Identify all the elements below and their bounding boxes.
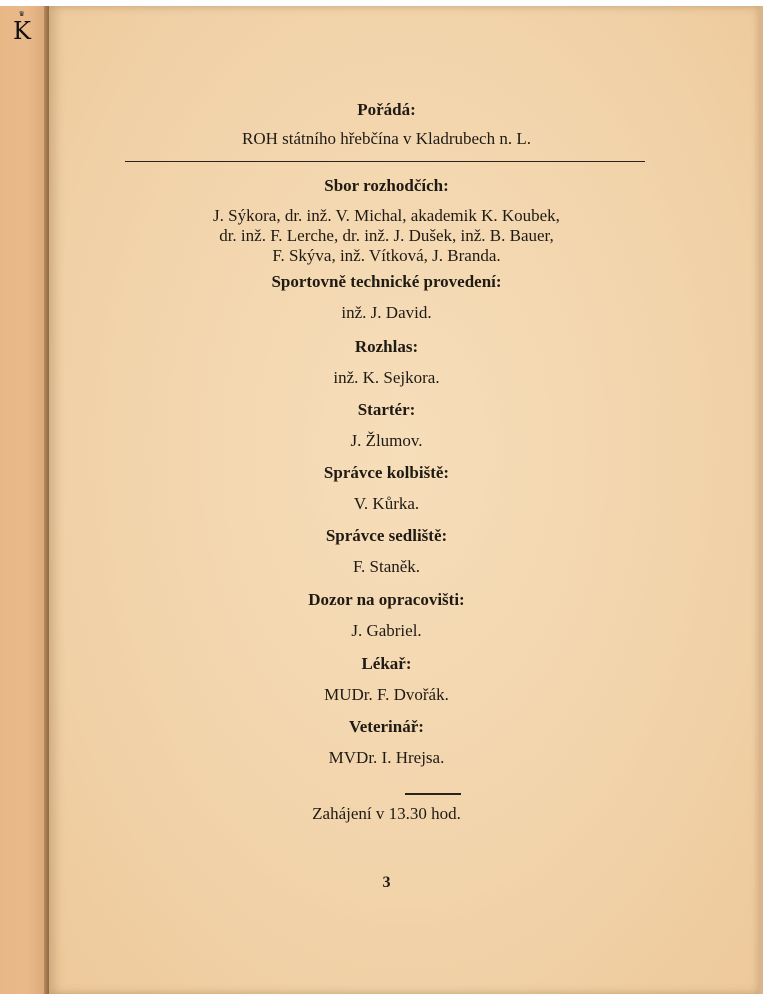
start-time (49, 804, 724, 824)
role-heading: Správce sedliště: (325, 526, 448, 545)
role-name: F. Staněk. (352, 557, 421, 576)
role-name: J. Gabriel. (351, 621, 422, 640)
organizer-text: ROH státního hřebčína v Kladrubech n. L. (242, 129, 531, 148)
role-name: inž. J. David. (341, 303, 432, 322)
judges-heading: Sbor rozhodčích: (324, 176, 449, 195)
role-section (49, 272, 724, 323)
judges-line: dr. inž. F. Lerche, dr. inž. J. Dušek, inž. B. Bauer, (219, 226, 554, 245)
page-edge (759, 6, 763, 994)
role-section (49, 526, 724, 577)
role-heading: Startér: (357, 400, 416, 419)
logo-letter: K (13, 17, 31, 45)
left-page-strip (0, 6, 46, 994)
judges-section (49, 176, 724, 266)
role-heading: Dozor na opracovišti: (308, 590, 465, 609)
role-section (49, 654, 724, 705)
crown-icon: ♛ (18, 10, 26, 18)
role-name: J. Žlumov. (350, 431, 423, 450)
divider-line (125, 161, 645, 162)
archive-logo (9, 10, 35, 50)
page-number: 3 (382, 874, 391, 891)
role-heading: Sportovně technické provedení: (271, 272, 502, 291)
role-section (49, 400, 724, 451)
role-heading: Správce kolbiště: (323, 463, 450, 482)
role-name: MVDr. I. Hrejsa. (328, 748, 445, 767)
role-heading: Lékař: (361, 654, 412, 673)
organizer-heading: Pořádá: (357, 100, 416, 119)
organizer-section (49, 100, 724, 149)
judges-line: F. Skýva, inž. Vítková, J. Branda. (272, 246, 501, 265)
role-name: V. Kůrka. (353, 494, 420, 513)
role-name: inž. K. Sejkora. (333, 368, 440, 387)
role-section (49, 717, 724, 768)
short-divider (405, 793, 461, 795)
role-heading: Veterinář: (349, 717, 424, 736)
start-time-text: Zahájení v 13.30 hod. (312, 804, 461, 823)
role-section (49, 463, 724, 514)
role-name: MUDr. F. Dvořák. (324, 685, 449, 704)
role-heading: Rozhlas: (354, 337, 419, 356)
booklet-page (49, 6, 759, 994)
role-section (49, 590, 724, 641)
judges-line: J. Sýkora, dr. inž. V. Michal, akademik K. Koubek, (213, 206, 560, 225)
role-section (49, 337, 724, 388)
